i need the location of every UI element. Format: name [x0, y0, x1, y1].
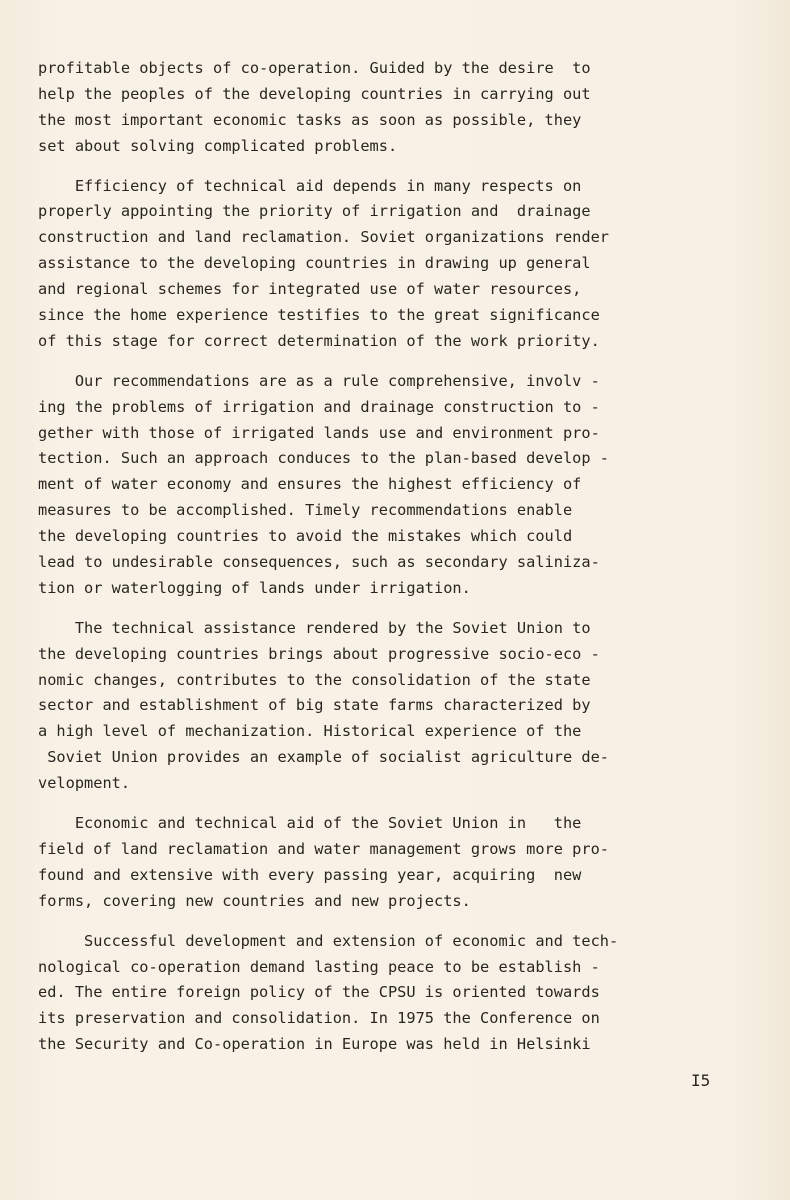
text-line: found and extensive with every passing year, acquiring new [38, 865, 582, 884]
text-line: ing the problems of irrigation and drainage construction to - [38, 397, 600, 416]
text-line: gether with those of irrigated lands use and environment pro- [38, 423, 600, 442]
text-line: Economic and technical aid of the Soviet Union in the [38, 814, 582, 833]
text-line: tection. Such an approach conduces to the plan-based develop - [38, 449, 609, 468]
text-line: set about solving complicated problems. [38, 136, 398, 155]
body-text [38, 56, 704, 1058]
text-line: profitable objects of co-operation. Guided by the desire to [38, 59, 591, 77]
text-line: help the peoples of the developing countries in carrying out [38, 84, 591, 103]
text-line: field of land reclamation and water management grows more pro- [38, 839, 609, 858]
text-line: sector and establishment of big state farms characterized by [38, 696, 591, 715]
paragraph-6 [38, 929, 704, 1058]
text-line: since the home experience testifies to the great significance [38, 306, 600, 325]
text-line: the developing countries brings about progressive socio-eco - [38, 644, 600, 663]
text-line: Soviet Union provides an example of socialist agriculture de- [38, 748, 609, 767]
text-line: its preservation and consolidation. In 1975 the Conference on [38, 1009, 600, 1028]
text-line: tion or waterlogging of lands under irrigation. [38, 578, 471, 597]
text-line: construction and land reclamation. Soviet organizations render [38, 228, 609, 247]
paragraph-2 [38, 174, 704, 355]
text-line: measures to be accomplished. Timely recommendations enable [38, 501, 573, 520]
text-line: the developing countries to avoid the mistakes which could [38, 527, 573, 546]
text-line: Efficiency of technical aid depends in many respects on [38, 176, 582, 195]
paragraph-5 [38, 811, 704, 915]
text-line: ment of water economy and ensures the highest efficiency of [38, 475, 582, 494]
text-line: and regional schemes for integrated use of water resources, [38, 280, 582, 299]
paragraph-4 [38, 616, 704, 797]
paragraph-3 [38, 369, 704, 602]
text-line: of this stage for correct determination of the work priority. [38, 331, 600, 350]
text-line: velopment. [38, 774, 131, 793]
text-line: forms, covering new countries and new projects. [38, 891, 471, 910]
text-line: the most important economic tasks as soon as possible, they [38, 110, 582, 129]
text-line: the Security and Co-operation in Europe was held in Helsinki [38, 1035, 591, 1054]
text-line: a high level of mechanization. Historical experience of the [38, 722, 582, 741]
text-line: Successful development and extension of economic and tech- [38, 931, 619, 950]
text-line: nomic changes, contributes to the consolidation of the state [38, 670, 591, 689]
text-line: The technical assistance rendered by the Soviet Union to [38, 618, 591, 637]
text-line: Our recommendations are as a rule comprehensive, involv - [38, 371, 600, 390]
paragraph-1 [38, 56, 704, 160]
text-line: assistance to the developing countries in drawing up general [38, 254, 591, 273]
text-line: ed. The entire foreign policy of the CPSU is oriented towards [38, 983, 600, 1002]
page-number: I5 [691, 1071, 711, 1090]
text-line: properly appointing the priority of irrigation and drainage [38, 202, 591, 221]
text-line: lead to undesirable consequences, such as secondary saliniza- [38, 553, 600, 572]
text-line: nological co-operation demand lasting peace to be establish - [38, 957, 600, 976]
